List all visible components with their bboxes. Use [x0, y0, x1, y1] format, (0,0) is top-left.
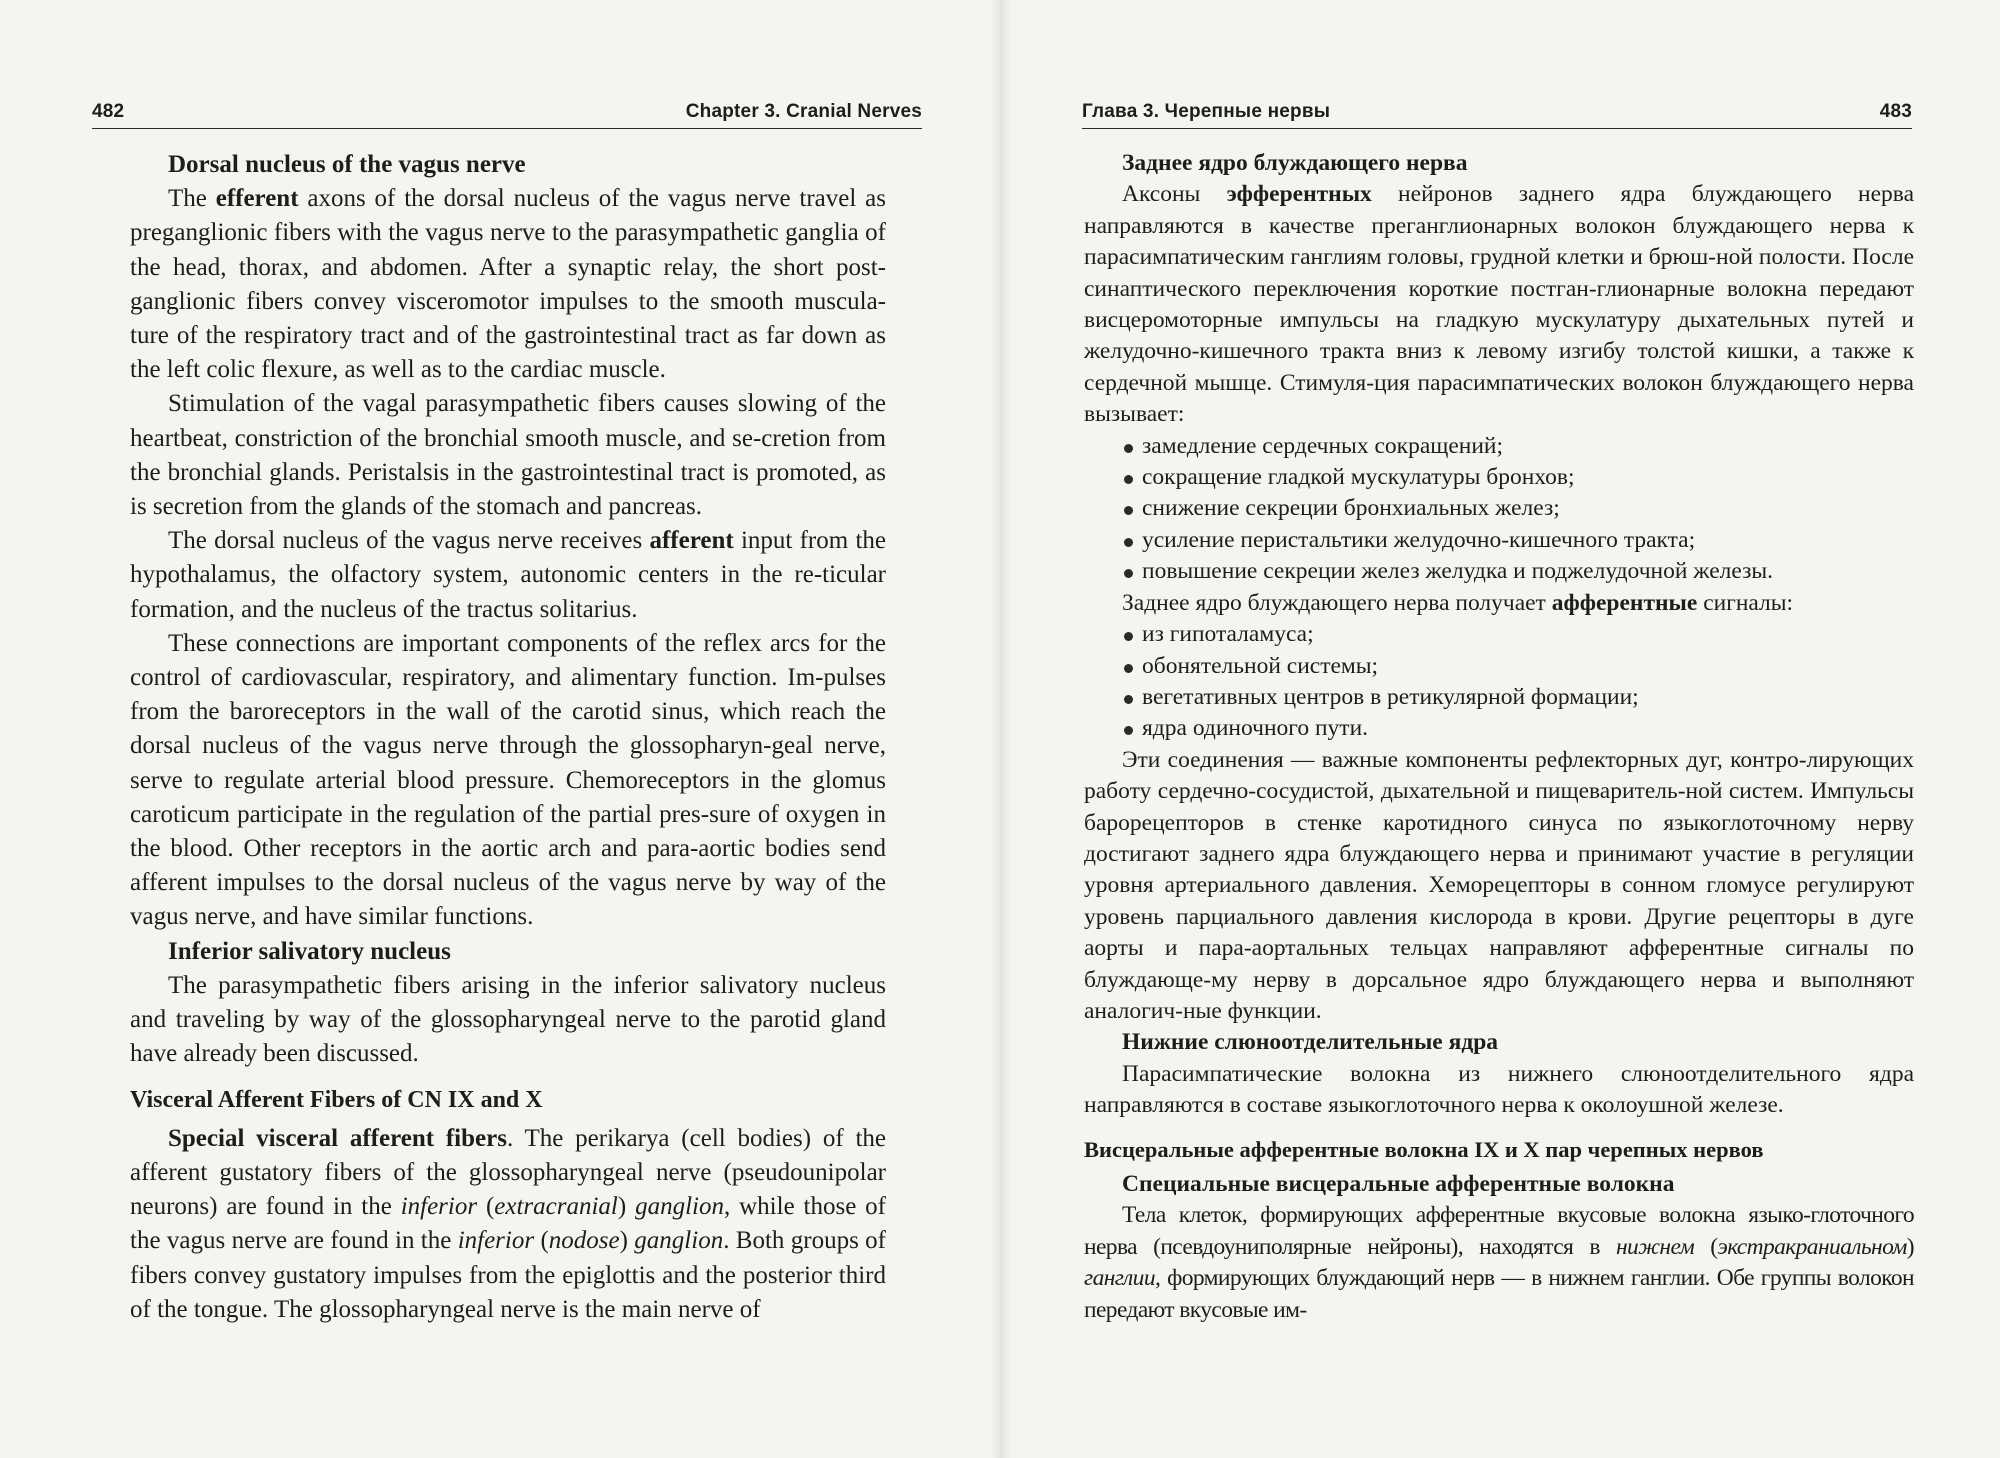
heading-lower-salivatory-ru: Нижние слюноотделительные ядра [1122, 1029, 1499, 1056]
list-item: сокращение гладкой мускулатуры бронхов; [1122, 462, 1914, 493]
list-item: ядра одиночного пути. [1122, 713, 1914, 744]
left-body [130, 148, 886, 1327]
paragraph-connections: These connections are important components of the reflex arcs for the control of cardiovascular, respiratory, and alimentary function. Im-pulses from the baroreceptors in the wall of the carotid sinus, which reach the dorsal nucleus of the vagus nerve through the glossopharyn-geal nerve, serve to regulate arterial blood pressure. Chemoreceptors in the glomus caroticum participate in the regulation of the partial pres-sure of oxygen in the blood. Other receptors in the aortic arch and para-aortic bodies send afferent impulses to the dorsal nucleus of the vagus nerve by way of the vagus nerve, and have similar functions. [130, 629, 886, 931]
sources-list [1084, 619, 1914, 745]
paragraph-efferent: The efferent axons of the dorsal nucleus of the vagus nerve travel as preganglionic fibers with the vagus nerve to the parasympathetic ganglia of the head, thorax, and abdomen. After a synaptic relay, the short post-ganglionic fibers convey visceromotor impulses to the smooth muscula-ture of the respiratory tract and of the gastrointestinal tract as far down as the left colic flexure, as well as to the cardiac muscle. [130, 185, 886, 384]
list-item: вегетативных центров в ретикулярной формации; [1122, 682, 1914, 713]
paragraph-afferent: The dorsal nucleus of the vagus nerve receives afferent input from the hypothalamus, the olfactory system, autonomic centers in the re-ticular formation, and the nucleus of the tractus solitarius. [130, 527, 886, 623]
effects-list [1084, 431, 1914, 588]
list-item: обонятельной системы; [1122, 651, 1914, 682]
left-running-head [92, 96, 922, 129]
paragraph-parasympathetic-ru: Парасимпатические волокна из нижнего слюноотделительного ядра направляются в составе языкоглоточного нерва к околоушной железе. [1084, 1060, 1914, 1119]
heading-dorsal-nucleus: Dorsal nucleus of the vagus nerve [168, 151, 526, 178]
heading-visceral-afferent: Visceral Afferent Fibers of CN IX and X [130, 1087, 543, 1114]
paragraph-connections-ru: Эти соединения — важные компоненты рефлекторных дуг, контро-лирующих работу сердечно-сосудистой, дыхательной и пищеваритель-ной систем. Импульсы барорецепторов в стенке каротидного синуса по языкоглоточному нерву достигают заднего ядра блуждающего нерва и принимают участие в регуляции уровня артериального давления. Хеморецепторы в сонном гломусе регулируют уровень парциального давления кислорода в крови. Другие рецепторы в дуге аорты и пара-аортальных тельцах направляют афферентные сигналы по блуждающе-му нерву в дорсальное ядро блуждающего нерва и выполняют аналогич-ные функции. [1084, 746, 1914, 1024]
list-item: повышение секреции желез желудка и поджелудочной железы. [1122, 556, 1914, 587]
list-item: замедление сердечных сокращений; [1122, 431, 1914, 462]
right-running-title: Глава 3. Черепные нервы [1082, 101, 1331, 122]
right-running-head [1082, 96, 1912, 129]
list-item: усиление перистальтики желудочно-кишечного тракта; [1122, 525, 1914, 556]
left-page-number: 482 [92, 101, 125, 122]
heading-special-visceral-ru: Специальные висцеральные афферентные волокна [1122, 1171, 1675, 1197]
right-page-number: 483 [1879, 101, 1912, 122]
list-item: снижение секреции бронхиальных желез; [1122, 493, 1914, 524]
paragraph-parasympathetic: The parasympathetic fibers arising in the inferior salivatory nucleus and traveling by way of the glossopharyngeal nerve to the parotid gland have already been discussed. [130, 971, 886, 1068]
paragraph-special-visceral: Special visceral afferent fibers. The perikarya (cell bodies) of the afferent gustatory fibers of the glossopharyngeal nerve (pseudounipolar neurons) are found in the inferior (extracranial) ganglion, while those of the vagus nerve are found in the inferior (nodose) ganglion. Both groups of fibers convey gustatory impulses from the epiglottis and the posterior third of the tongue. The glossopharyngeal nerve is the main nerve of [130, 1124, 887, 1323]
paragraph-special-visceral-ru: Тела клеток, формирующих афферентные вкусовые волокна языко-глоточного нерва (псевдоуниполярные нейроны), находятся в нижнем (экстракраниальном) ганглии, формирующих блуждающий нерв — в нижнем ганглии. Обе группы волокон передают вкусовые им- [1084, 1202, 1914, 1323]
paragraph-efferent-ru: Аксоны эфферентных нейронов заднего ядра блуждающего нерва направляются в качестве преганглионарных волокон блуждающего нерва к парасимпатическим ганглиям головы, грудной клетки и брюш-ной полости. После синаптического переключения короткие постган-глионарные волокна передают висцеромоторные импульсы на гладкую мускулатуру дыхательных путей и желудочно-кишечного тракта вниз к левому изгибу толстой кишки, а также к сердечной мышце. Стимуля-ция парасимпатических волокон блуждающего нерва вызывает: [1084, 181, 1915, 428]
heading-inferior-salivatory: Inferior salivatory nucleus [168, 937, 451, 965]
right-body [1084, 148, 1914, 1326]
heading-dorsal-nucleus-ru: Заднее ядро блуждающего нерва [1122, 150, 1468, 176]
heading-visceral-afferent-ru: Висцеральные афферентные волокна IX и X пар черепных нервов [1084, 1136, 1764, 1162]
right-page [1000, 0, 2000, 1458]
list-item: из гипоталамуса; [1122, 619, 1914, 650]
paragraph-afferent-ru: Заднее ядро блуждающего нерва получает афферентные сигналы: [1122, 589, 1794, 616]
left-running-title: Chapter 3. Cranial Nerves [685, 101, 922, 122]
paragraph-stimulation: Stimulation of the vagal parasympathetic fibers causes slowing of the heartbeat, constriction of the bronchial smooth muscle, and se-cretion from the bronchial glands. Peristalsis in the gastrointestinal tract is promoted, as is secretion from the glands of the stomach and pancreas. [130, 390, 886, 521]
